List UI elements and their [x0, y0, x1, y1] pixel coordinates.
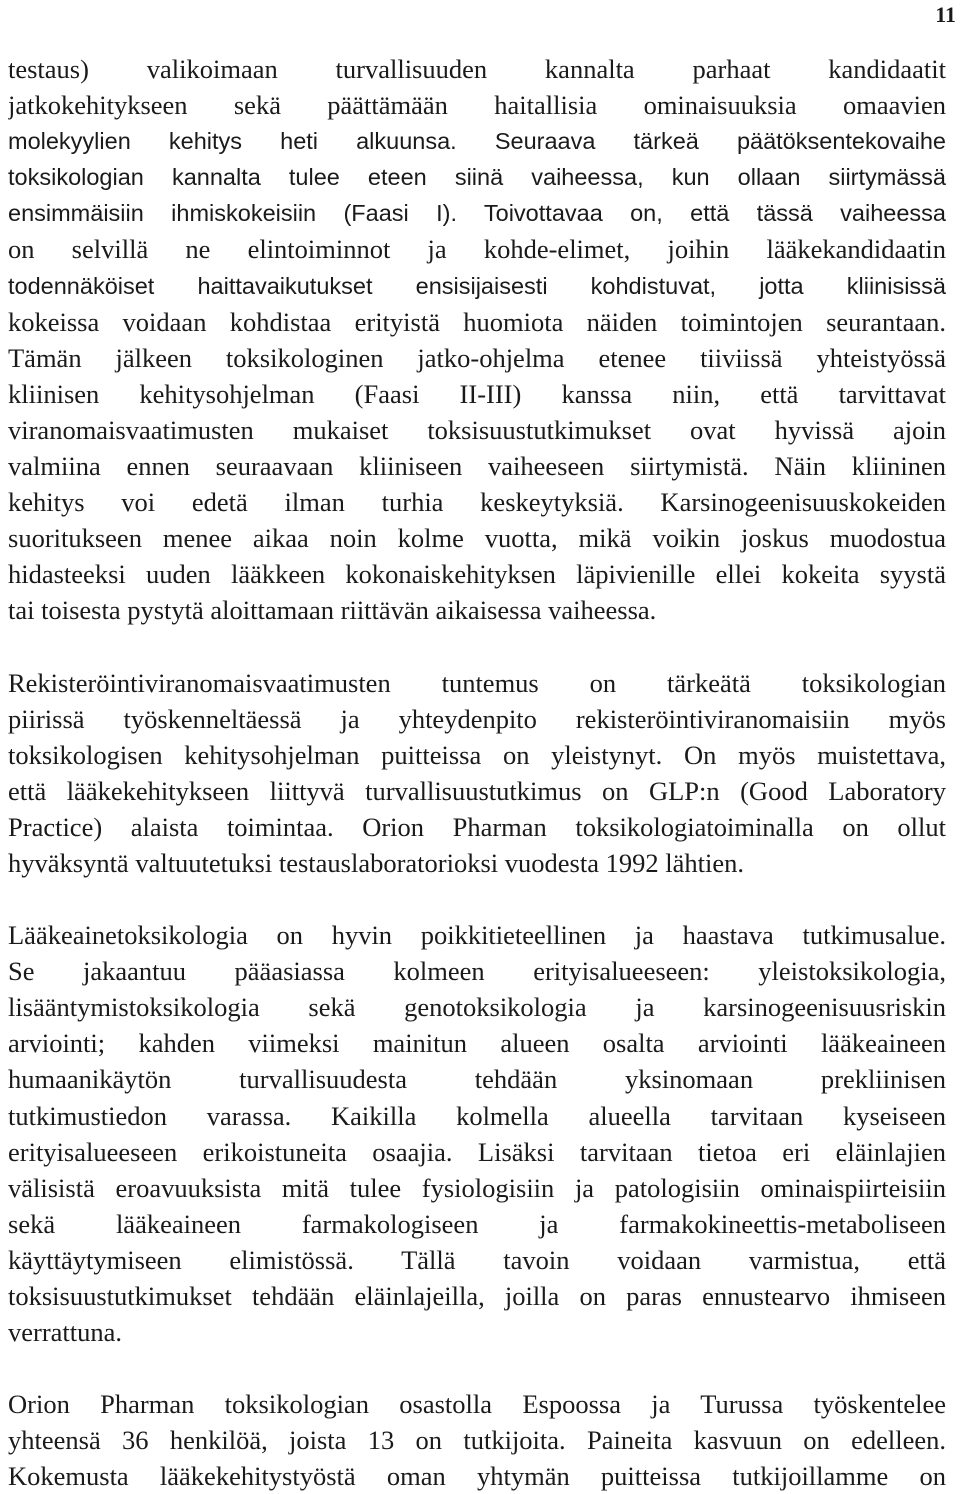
paragraph-2: [8, 665, 946, 882]
text-line: erityisalueeseen erikoistuneita osaajia. Lisäksi tarvitaan tietoa eri eläinlajien: [8, 1136, 946, 1167]
text-line: piirissä työskenneltäessä ja yhteydenpito rekisteröintiviranomaisiin myös: [8, 703, 946, 734]
text-line: käyttäytymiseen elimistössä. Tällä tavoin voidaan varmistua, että: [8, 1244, 946, 1275]
text-line: arviointi; kahden viimeksi mainitun alueen osalta arviointi lääkeaineen: [8, 1028, 946, 1059]
text-line: on selvillä ne elintoiminnot ja kohde-elimet, joihin lääkekandidaatin: [8, 234, 946, 265]
text-line: todennäköiset haittavaikutukset ensisijaisesti kohdistuvat, jotta kliinisissä: [8, 272, 946, 299]
text-line: sekä lääkeaineen farmakologiseen ja farmakokineettis-metaboliseen: [8, 1208, 946, 1239]
text-line: hidasteeksi uuden lääkkeen kokonaiskehityksen läpivienille ellei kokeita syystä: [8, 559, 946, 590]
text-line: tutkimustiedon varassa. Kaikilla kolmella alueella tarvitaan kyseiseen: [8, 1100, 946, 1131]
text-line: toksikologisen kehitysohjelman puitteissa on yleistynyt. On myös muistettava,: [8, 739, 946, 770]
document-body: [8, 51, 946, 1494]
text-line: välisistä eroavuuksista mitä tulee fysiologisiin ja patologisiin ominaispiirteisiin: [8, 1172, 946, 1203]
text-line: lisääntymistoksikologia sekä genotoksikologia ja karsinogeenisuusriskin: [8, 992, 946, 1023]
text-line: Practice) alaista toimintaa. Orion Pharman toksikologiatoiminalla on ollut: [8, 811, 946, 842]
text-line: ensimmäisiin ihmiskokeisiin (Faasi I). Toivottavaa on, että tässä vaiheessa: [8, 200, 946, 227]
text-line: Rekisteröintiviranomaisvaatimusten tuntemus on tärkeätä toksikologian: [8, 667, 946, 698]
text-line: toksikologian kannalta tulee eteen siinä vaiheessa, kun ollaan siirtymässä: [8, 164, 946, 191]
text-line: molekyylien kehitys heti alkuunsa. Seuraava tärkeä päätöksentekovaihe: [8, 128, 946, 155]
text-line: kehitys voi edetä ilman turhia keskeytyksiä. Karsinogeenisuuskokeiden: [8, 487, 946, 518]
text-line: että lääkekehitykseen liittyvä turvallisuustutkimus on GLP:n (Good Laboratory: [8, 775, 946, 806]
text-line: suoritukseen menee aikaa noin kolme vuotta, mikä voikin joskus muodostua: [8, 523, 946, 554]
paragraph-1: [8, 51, 946, 629]
text-line: Kokemusta lääkekehitystyöstä oman yhtymän puitteissa tutkijoillamme on: [8, 1461, 946, 1492]
text-line: humaanikäytön turvallisuudesta tehdään yksinomaan prekliinisen: [8, 1064, 946, 1095]
text-line: yhteensä 36 henkilöä, joista 13 on tutkijoita. Paineita kasvuun on edelleen.: [8, 1425, 946, 1456]
text-line: kliinisen kehitysohjelman (Faasi II-III) kanssa niin, että tarvittavat: [8, 378, 946, 409]
paragraph-3: [8, 917, 946, 1350]
text-line: valmiina ennen seuraavaan kliiniseen vaiheeseen siirtymistä. Näin kliininen: [8, 451, 946, 482]
text-line: jatkokehitykseen sekä päättämään haitallisia ominaisuuksia omaavien: [8, 90, 946, 121]
text-line: kokeissa voidaan kohdistaa erityistä huomiota näiden toimintojen seurantaan.: [8, 306, 946, 337]
text-line: Tämän jälkeen toksikologinen jatko-ohjelma etenee tiiviissä yhteistyössä: [8, 342, 946, 373]
text-line: tai toisesta pystytä aloittamaan riittävän aikaisessa vaiheessa.: [8, 595, 657, 626]
paragraph-4: [8, 1386, 946, 1494]
text-line: testaus) valikoimaan turvallisuuden kannalta parhaat kandidaatit: [8, 54, 946, 84]
text-line: viranomaisvaatimusten mukaiset toksisuustutkimukset ovat hyvissä ajoin: [8, 414, 946, 445]
text-line: verrattuna.: [8, 1317, 123, 1348]
text-line: hyväksyntä valtuutetuksi testauslaboratorioksi vuodesta 1992 lähtien.: [8, 847, 744, 878]
text-line: Orion Pharman toksikologian osastolla Espoossa ja Turussa työskentelee: [8, 1389, 946, 1420]
text-line: Lääkeainetoksikologia on hyvin poikkitieteellinen ja haastava tutkimusalue.: [8, 920, 946, 951]
text-line: toksisuustutkimukset tehdään eläinlajeilla, joilla on paras ennustearvo ihmiseen: [8, 1281, 946, 1311]
text-line: Se jakaantuu pääasiassa kolmeen erityisalueeseen: yleistoksikologia,: [8, 956, 946, 987]
page-number: 11: [935, 2, 956, 27]
